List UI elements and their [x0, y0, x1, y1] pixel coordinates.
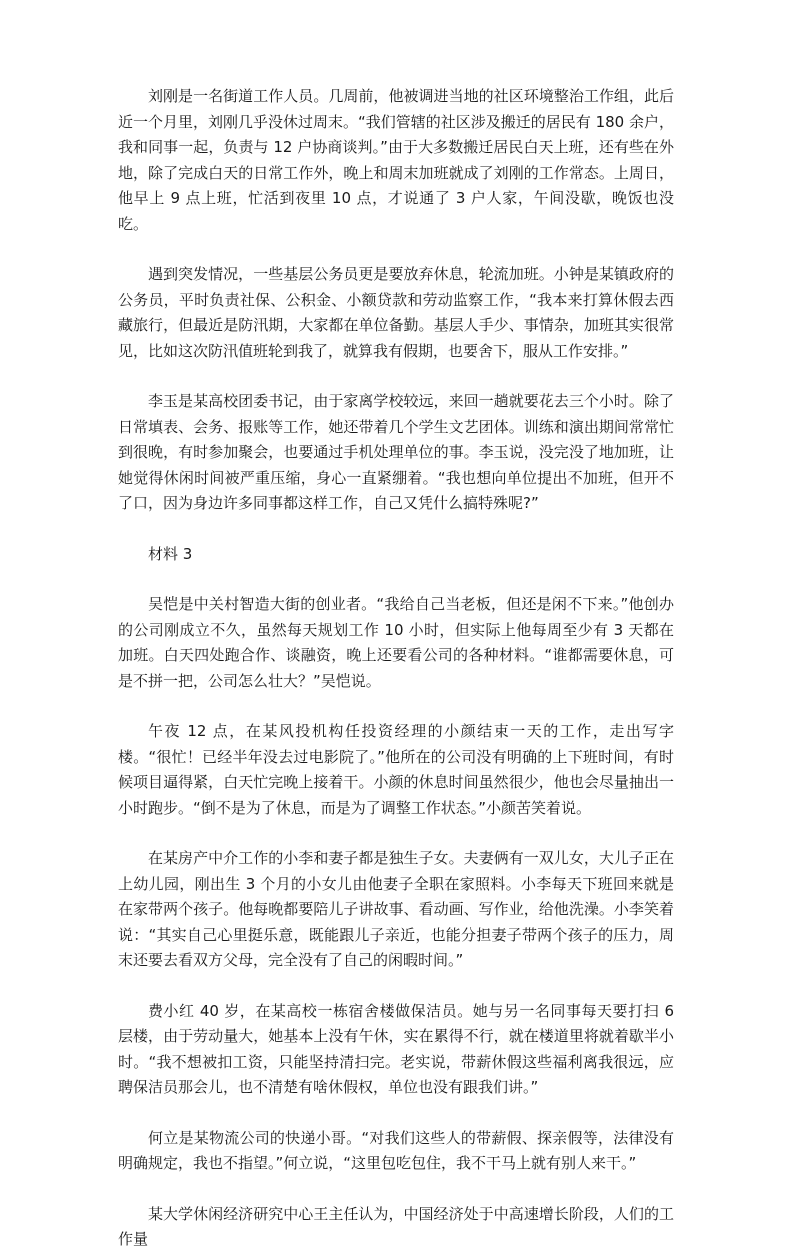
paragraph-director-wang: 某大学休闲经济研究中心王主任认为，中国经济处于中高速增长阶段，人们的工作量 — [118, 1204, 674, 1248]
paragraph-wu-kai: 吴恺是中关村智造大街的创业者。“我给自己当老板，但还是闲不下来。”他创办的公司刚成立不久，虽然每天规划工作 10 小时，但实际上他每周至少有 3 天都在加班。白天四处跑合作、谈融资，晚上还要看公司的各种材料。“谁都需要休息，可是不拼一把，公司怎么壮大？”吴恺说。 — [118, 595, 674, 690]
paragraph-gap — [118, 974, 674, 999]
paragraph-gap — [118, 821, 674, 846]
paragraph-xiao-yan: 午夜 12 点，在某风投机构任投资经理的小颜结束一天的工作，走出写字楼。“很忙！已经半年没去过电影院了。”他所在的公司没有明确的上下班时间，有时候项目逼得紧，白天忙完晚上接着干。小颜的休息时间虽然很少，他也会尽量抽出一小时跑步。“倒不是为了休息，而是为了调整工作状态。”小颜苦笑着说。 — [118, 722, 674, 817]
paragraph-gap — [118, 567, 674, 592]
section-heading: 材料 3 — [148, 544, 193, 563]
paragraph-he-li: 何立是某物流公司的快递小哥。“对我们这些人的带薪假、探亲假等，法律没有明确规定，我也不指望。”何立说，“这里包吃包住，我不干马上就有别人来干。” — [118, 1128, 674, 1172]
paragraph-gap — [118, 364, 674, 389]
paragraph-gap — [118, 1177, 674, 1202]
document-page — [118, 84, 674, 1253]
paragraph-gap — [118, 517, 674, 542]
paragraph-xiao-zhong: 遇到突发情况，一些基层公务员更是要放弃休息，轮流加班。小钟是某镇政府的公务员，平时负责社保、公积金、小额贷款和劳动监察工作，“我本来打算休假去西藏旅行，但最近是防汛期，大家都在单位备勤。基层人手少、事情杂，加班其实很常见，比如这次防汛值班轮到我了，就算我有假期，也要舍下，服从工作安排。” — [118, 265, 674, 360]
paragraph-gap — [118, 1101, 674, 1126]
paragraph-xiao-li: 在某房产中介工作的小李和妻子都是独生子女。夫妻俩有一双儿女，大儿子正在上幼儿园，刚出生 3 个月的小女儿由他妻子全职在家照料。小李每天下班回来就是在家带两个孩子。他每晚都要陪儿子讲故事、看动画、写作业，给他洗澡。小李笑着说：“其实自己心里挺乐意，既能跟儿子亲近，也能分担妻子带两个孩子的压力，周末还要去看双方父母，完全没有了自己的闲暇时间。” — [118, 849, 674, 969]
paragraph-gap — [118, 237, 674, 262]
paragraph-fei-xiaohong: 费小红 40 岁，在某高校一栋宿舍楼做保洁员。她与另一名同事每天要打扫 6 层楼，由于劳动量大，她基本上没有午休，实在累得不行，就在楼道里将就着歇半小时。“我不想被扣工资，只能坚持清扫完。老实说，带薪休假这些福利离我很远，应聘保洁员那会儿，也不清楚有啥休假权，单位也没有跟我们讲。” — [118, 1001, 674, 1096]
paragraph-liu-gang: 刘刚是一名街道工作人员。几周前，他被调进当地的社区环境整治工作组，此后近一个月里，刘刚几乎没休过周末。“我们管辖的社区涉及搬迁的居民有 180 余户，我和同事一起，负责与 12 户协商谈判。”由于大多数搬迁居民白天上班，还有些在外地，除了完成白天的日常工作外，晚上和周末加班就成了刘刚的工作常态。上周日，他早上 9 点上班，忙活到夜里 10 点，才说通了 3 户人家，午间没歇，晚饭也没吃。 — [118, 87, 674, 233]
paragraph-gap — [118, 694, 674, 719]
paragraph-li-yu: 李玉是某高校团委书记，由于家离学校较远，来回一趟就要花去三个小时。除了日常填表、会务、报账等工作，她还带着几个学生文艺团体。训练和演出期间常常忙到很晚，有时参加聚会，也要通过手机处理单位的事。李玉说，没完没了地加班，让她觉得休闲时间被严重压缩，身心一直紧绷着。“我也想向单位提出不加班，但开不了口，因为身边许多同事都这样工作，自己又凭什么搞特殊呢?” — [118, 392, 674, 512]
